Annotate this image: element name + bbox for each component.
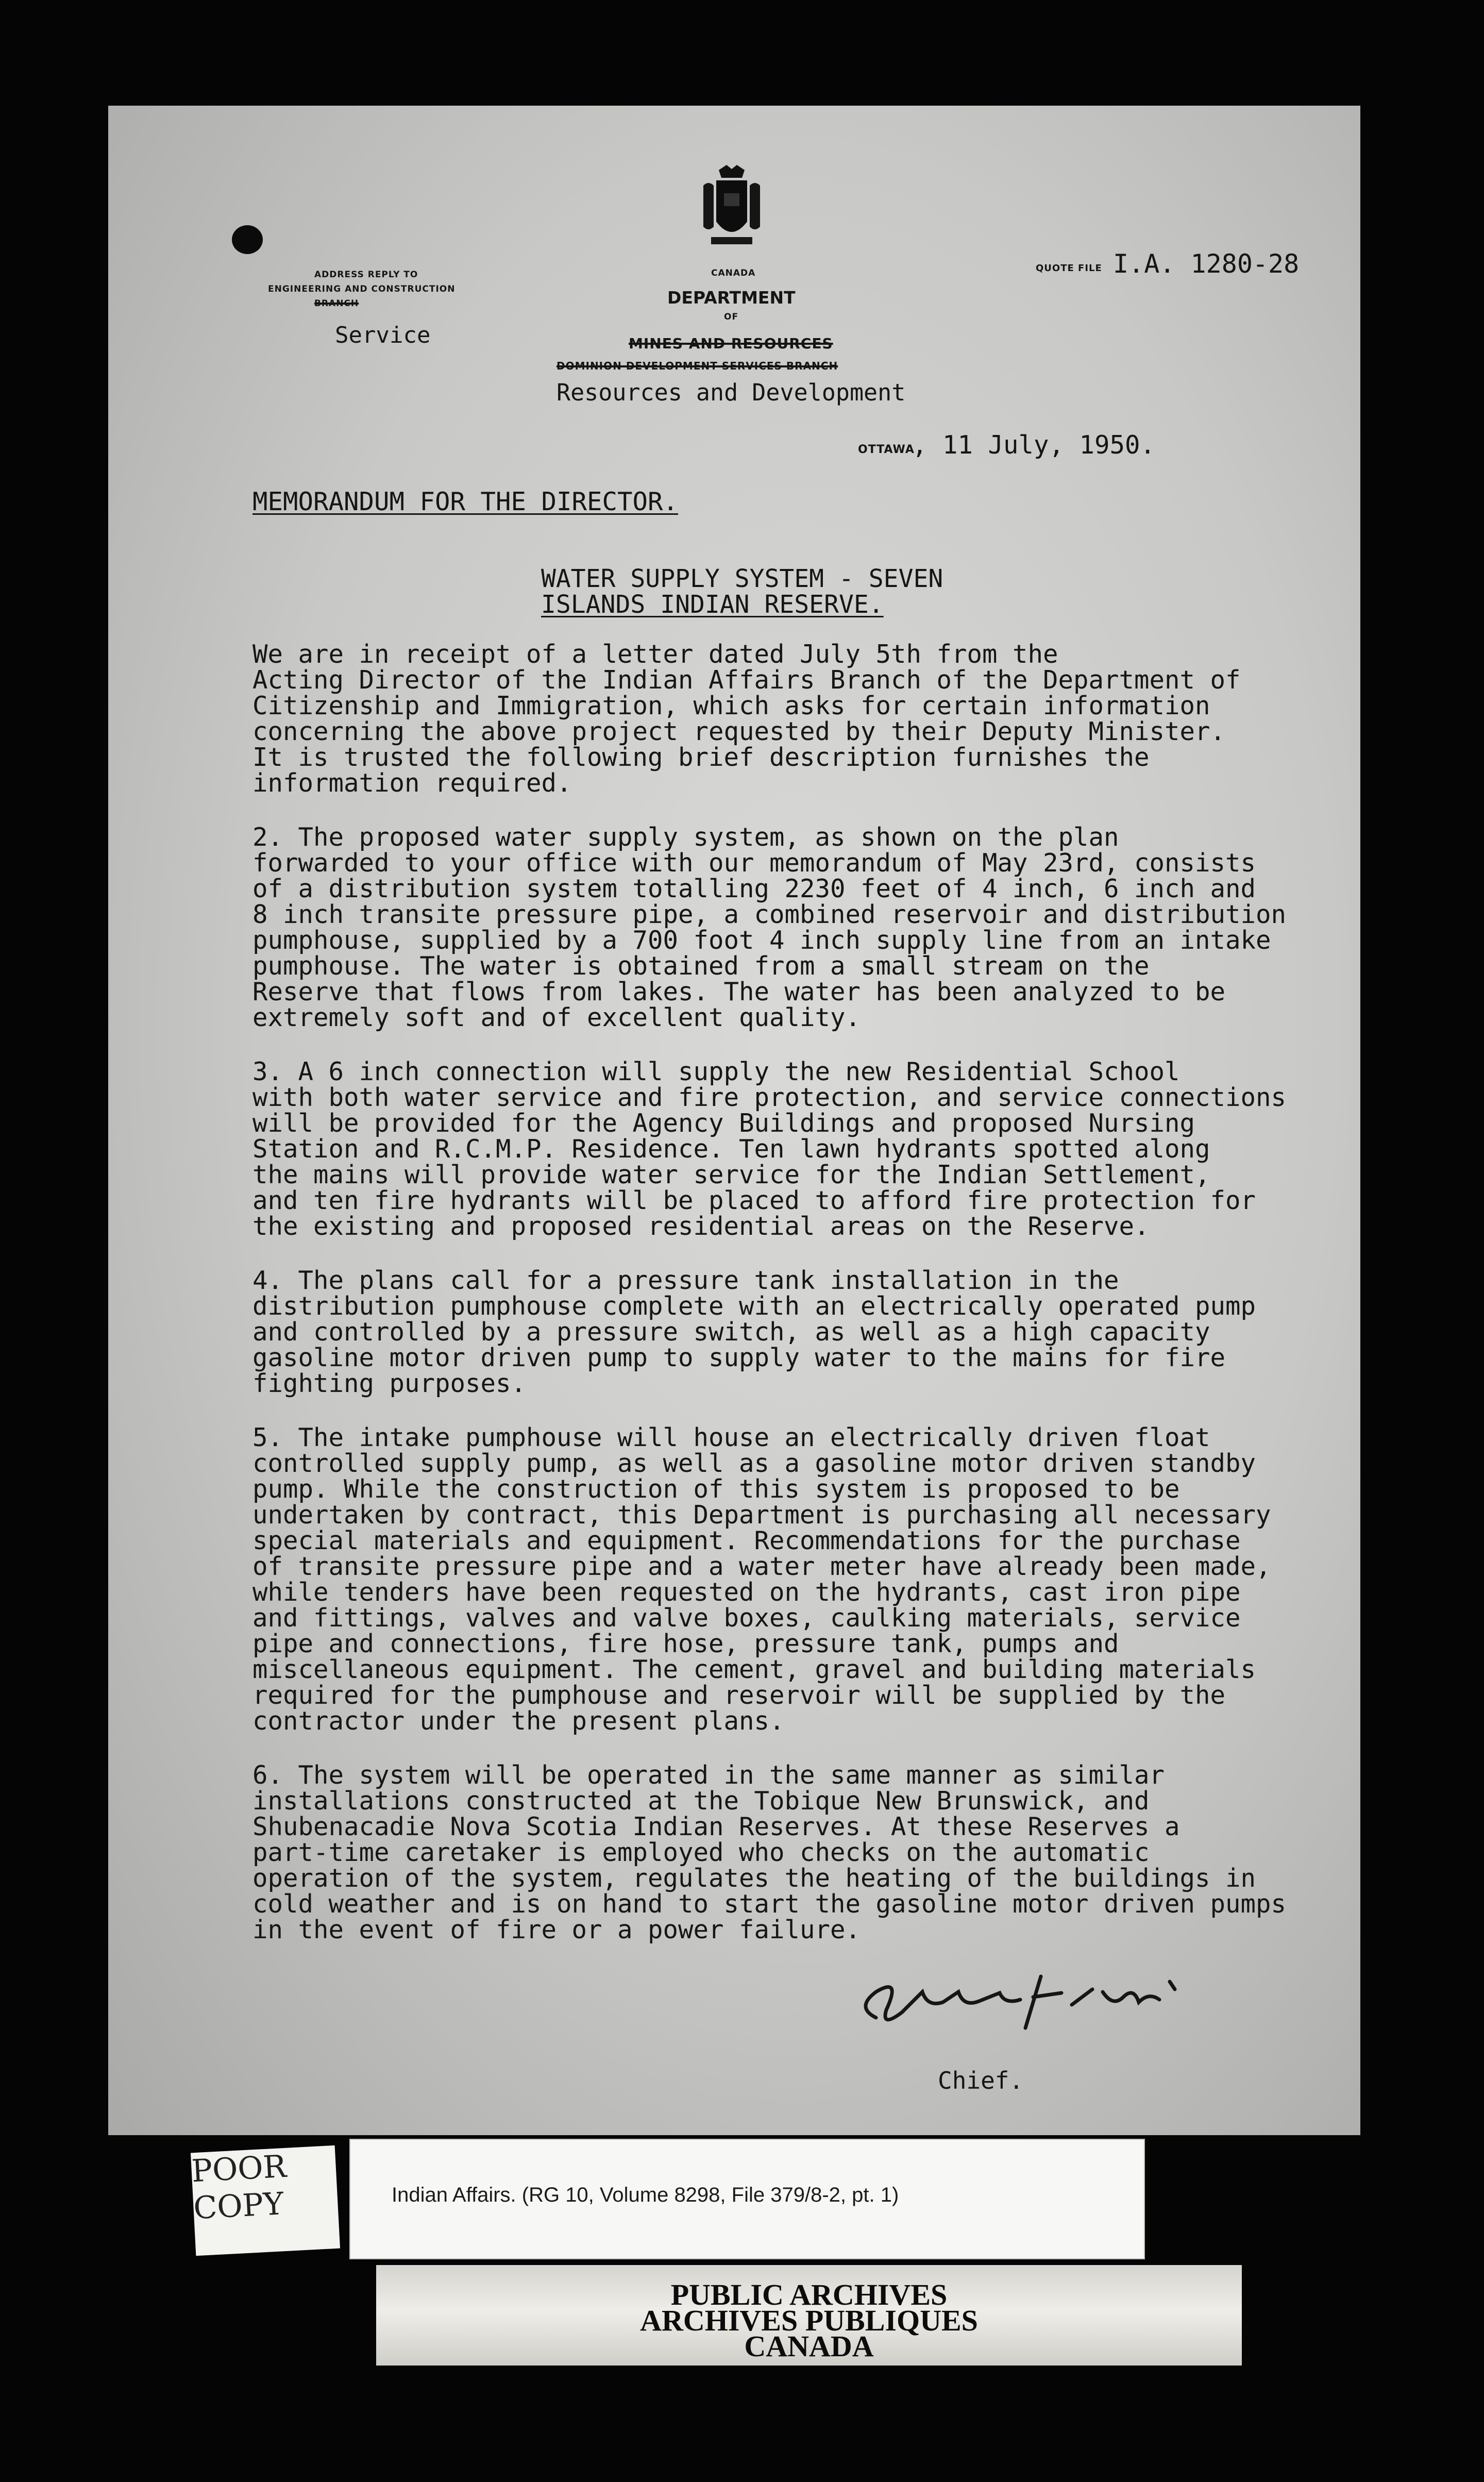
reply-to-service: Service <box>335 322 431 348</box>
coat-of-arms-icon <box>698 165 765 253</box>
struck-ministry: MINES AND RESOURCES <box>629 335 833 352</box>
archive-reference-label <box>349 2139 1145 2259</box>
archive-label-strip <box>108 2139 1360 2363</box>
memo-heading: MEMORANDUM FOR THE DIRECTOR. <box>252 487 679 516</box>
quote-file-label: QUOTE FILE <box>1036 263 1102 274</box>
archives-stamp <box>376 2265 1242 2366</box>
poor-copy-line1: POOR <box>191 2148 288 2190</box>
stamp-line1: PUBLIC ARCHIVES <box>670 2278 948 2311</box>
stamp-line2: ARCHIVES PUBLIQUES <box>640 2304 978 2337</box>
poor-copy-line2: COPY <box>192 2186 285 2227</box>
city-label: OTTAWA <box>858 443 915 456</box>
paragraph-5: 5. The intake pumphouse will house an electrically driven float controlled supply pump, as well as a gasoline motor driven standby pump. While the construction of this system is proposed to be undertaken by contract, this Department is purchasing all necessary special materials and equipment. Recommendations for the purchase of transite pressure pipe and a water meter have already been made, while tenders have been requested on the hydrants, cast iron pipe and fittings, valves and valve boxes, caulking materials, service pipe and connections, fire hose, pressure tank, pumps and miscellaneous equipment. The cement, gravel and building materials required for the pumphouse and reservoir will be supplied by the contractor under the present plans. <box>252 1423 1271 1736</box>
stamp-line3: CANADA <box>744 2329 874 2363</box>
paragraph-3: 3. A 6 inch connection will supply the new Residential School with both water service and fire protection, and service connections will be provided for the Agency Buildings and proposed Nursing Station and R.C.M.P. Residence. Ten lawn hydrants spotted along the mains will provide water service for the Indian Settlement, and ten fire hydrants will be placed to afford fire protection for the existing and proposed residential areas on the Reserve. <box>252 1057 1287 1241</box>
paragraph-2: 2. The proposed water supply system, as shown on the plan forwarded to your office with our memorandum of May 23rd, consists of a distribution system totalling 2230 feet of 4 inch, 6 inch and 8 inch transite pressure pipe, a combined reservoir and distribution pumphouse, supplied by a 700 foot 4 inch supply line from an intake pumphouse. The water is obtained from a small stream on the Reserve that flows from lakes. The water has been analyzed to be extremely soft and of excellent quality. <box>252 823 1287 1032</box>
ink-blot <box>232 225 263 254</box>
paragraph-1: We are in receipt of a letter dated July 5th from the Acting Director of the Indian Affairs Branch of the Department of Citizenship and Immigration, which asks for certain information concerning the above project requested by their Deputy Minister. It is trusted the following brief description furnishes the information required. <box>252 640 1241 798</box>
paragraph-6: 6. The system will be operated in the same manner as similar installations constructed at the Tobique New Brunswick, and Shubenacadie Nova Scotia Indian Reserves. At these Reserves a part-time caretaker is employed who checks on the automatic operation of the system, regulates the heating of the buildings in cold weather and is on hand to start the gasoline motor driven pumps in the event of fire or a power failure. <box>252 1760 1287 1944</box>
reply-to-line2: ENGINEERING AND CONSTRUCTION <box>268 284 456 294</box>
reply-to-struck: BRANCH <box>314 298 359 309</box>
handwritten-signature <box>845 1961 1216 2049</box>
file-number: I.A. 1280-28 <box>1113 249 1300 279</box>
memo-body <box>252 642 1360 1971</box>
signatory-title: Chief. <box>938 2067 1024 2094</box>
department-label: DEPARTMENT <box>667 288 796 308</box>
poor-copy-note <box>191 2145 340 2256</box>
subject-line1: WATER SUPPLY SYSTEM - SEVEN <box>541 564 943 593</box>
country-label: CANADA <box>711 268 756 278</box>
subject-line2: ISLANDS INDIAN RESERVE. <box>541 590 884 619</box>
archive-reference: Indian Affairs. (RG 10, Volume 8298, File 379/8-2, pt. 1) <box>392 2184 899 2206</box>
struck-branch: DOMINION DEVELOPMENT SERVICES BRANCH <box>556 360 838 372</box>
resources-development: Resources and Development <box>556 379 906 406</box>
memo-page <box>108 106 1360 2135</box>
paragraph-4: 4. The plans call for a pressure tank installation in the distribution pumphouse complete with an electrically operated pump and controlled by a pressure switch, as well as a high capacity gasoline motor driven pump to supply water to the mains for fire fighting purposes. <box>252 1266 1256 1398</box>
reply-to-line1: ADDRESS REPLY TO <box>314 270 418 280</box>
of-label: OF <box>724 312 739 322</box>
memo-date: , 11 July, 1950. <box>912 430 1156 460</box>
